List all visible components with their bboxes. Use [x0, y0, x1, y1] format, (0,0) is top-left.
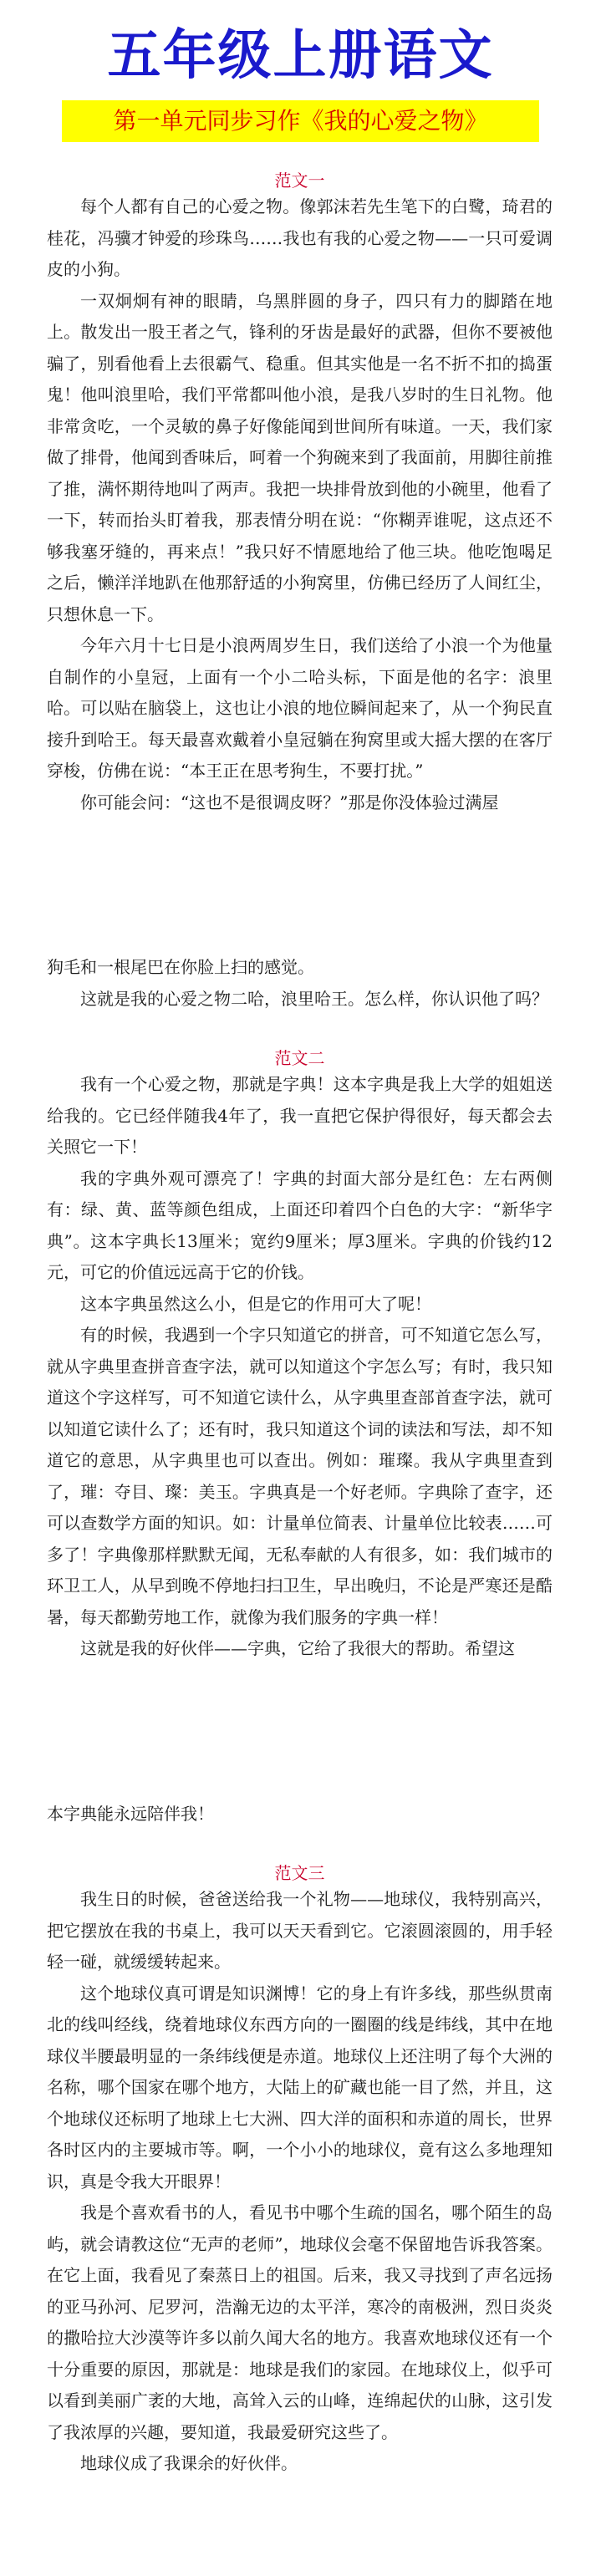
page-break-gap: [47, 1665, 553, 1799]
essay-1-continuation: 狗毛和一根尾巴在你脸上扫的感觉。: [47, 957, 314, 977]
page-title: 五年级上册语文: [107, 25, 494, 87]
essay-3-paragraph: 这个地球仪真可谓是知识渊博！它的身上有许多线，那些纵贯南北的线叫经线，绕着地球仪东西方向的一圈圈的线是纬线，其中在地球仪半腰最明显的一条纬线便是赤道。地球仪上还注明了每个大洲的名称，哪个国家在哪个地方，大陆上的矿藏也能一目了然，并且，这个地球仪还标明了地球上七大洲、四大洋的面积和赤道的周长，世界各时区内的主要城市等。啊，一个小小的地球仪，竟有这么多地理知识，真是令我大开眼界！: [47, 1983, 553, 2192]
essay-2-paragraph: 这本字典虽然这么小，但是它的作用可大了呢！: [80, 1293, 431, 1314]
essay-1-paragraph: 每个人都有自己的心爱之物。像郭沫若先生笔下的白鹭，琦君的桂花，冯骥才钟爱的珍珠鸟……我也有我的心爱之物——一只可爱调皮的小狗。: [47, 196, 553, 279]
essay-2-paragraph: 我有一个心爱之物，那就是字典！这本字典是我上大学的姐姐送给我的。它已经伴随我4年了，我一直把它保护得很好，每天都会去关照它一下！: [47, 1074, 553, 1157]
essay-3-paragraph: 我生日的时候，爸爸送给我一个礼物——地球仪，我特别高兴，把它摆放在我的书桌上，我可以天天看到它。它滚圆滚圆的，用手轻轻一碰，就缓缓转起来。: [47, 1889, 553, 1972]
essay-2-heading: 范文二: [274, 1048, 325, 1068]
essay-1-paragraph: 这就是我的心爱之物二哈，浪里哈王。怎么样，你认识他了吗？: [80, 988, 548, 1009]
essay-1-paragraph: 你可能会问：“这也不是很调皮呀？”那是你没体验过满屋: [80, 792, 499, 812]
page-break-gap: [47, 818, 553, 952]
essay-2-paragraph: 这就是我的好伙伴——字典，它给了我很大的帮助。希望这: [80, 1638, 515, 1658]
essay-3-heading: 范文三: [274, 1863, 325, 1883]
essay-2-continuation: 本字典能永远陪伴我！: [47, 1803, 214, 1824]
essay-1-paragraph: 今年六月十七日是小浪两周岁生日，我们送给了小浪一个为他量自制作的小皇冠，上面有一个小二哈头标，下面是他的名字：浪里哈。可以贴在脑袋上，这也让小浪的地位瞬间起来了，从一个狗民直接升到哈王。每天最喜欢戴着小皇冠躺在狗窝里或大摇大摆的在客厅穿梭，仿佛在说：“本王正在思考狗生，不要打扰。”: [47, 635, 553, 781]
essay-1-paragraph: 一双炯炯有神的眼睛，乌黑胖圆的身子，四只有力的脚踏在地上。散发出一股王者之气，锋利的牙齿是最好的武器，但你不要被他骗了，别看他看上去很霸气、稳重。但其实他是一名不折不扣的捣蛋鬼！他叫浪里哈，我们平常都叫他小浪，是我八岁时的生日礼物。他非常贪吃，一个灵敏的鼻子好像能闻到世间所有味道。一天，我们家做了排骨，他闻到香味后，呵着一个狗碗来到了我面前，用脚往前推了推，满怀期待地叫了两声。我把一块排骨放到他的小碗里，他看了一下，转而抬头盯着我，那表情分明在说：“你糊弄谁呢，这点还不够我塞牙缝的，再来点！”我只好不情愿地给了他三块。他吃饱喝足之后，懒洋洋地趴在他那舒适的小狗窝里，仿佛已经历了人间红尘，只想休息一下。: [47, 290, 553, 624]
essay-1-heading: 范文一: [274, 171, 325, 191]
essay-2-paragraph: 我的字典外观可漂亮了！字典的封面大部分是红色：左右两侧有：绿、黄、蓝等颜色组成，上面还印着四个白色的大字：“新华字典”。这本字典长13厘米；宽约9厘米；厚3厘米。字典的价钱约12元，可它的价值远远高于它的价钱。: [47, 1168, 553, 1282]
essay-content: [0, 167, 601, 2480]
essay-2-paragraph: 有的时候，我遇到一个字只知道它的拼音，可不知道它怎么写，就从字典里查拼音查字法，就可以知道这个字怎么写；有时，我只知道这个字这样写，可不知道它读什么，从字典里查部首查字法，就可以知道它读什么了；还有时，我只知道这个词的读法和写法，却不知道它的意思，从字典里也可以查出。例如：璀璨。我从字典里查到了，璀：夺目、璨：美玉。字典真是一个好老师。字典除了查字，还可以查数学方面的知识。如：计量单位简表、计量单位比较表……可多了！字典像那样默默无闻，无私奉献的人有很多，如：我们城市的环卫工人，从早到晚不停地扫扫卫生，早出晚归，不论是严寒还是酷暑，每天都勤劳地工作，就像为我们服务的字典一样！: [47, 1325, 553, 1627]
subtitle-banner: 第一单元同步习作《我的心爱之物》: [62, 100, 539, 142]
essay-3-paragraph: 地球仪成了我课余的好伙伴。: [80, 2453, 298, 2473]
essay-3-paragraph: 我是个喜欢看书的人，看见书中哪个生疏的国名，哪个陌生的岛屿，就会请教这位“无声的老师”，地球仪会毫不保留地告诉我答案。在它上面，我看见了秦蒸日上的祖国。后来，我又寻找到了声名远扬的亚马孙河、尼罗河，浩瀚无边的太平洋，寒冷的南极洲，烈日炎炎的撒哈拉大沙漠等许多以前久闻大名的地方。我喜欢地球仪还有一个十分重要的原因，那就是：地球是我们的家园。在地球仪上，似乎可以看到美丽广袤的大地，高耸入云的山峰，连绵起伏的山脉，这引发了我浓厚的兴趣，要知道，我最爱研究这些了。: [47, 2202, 553, 2442]
